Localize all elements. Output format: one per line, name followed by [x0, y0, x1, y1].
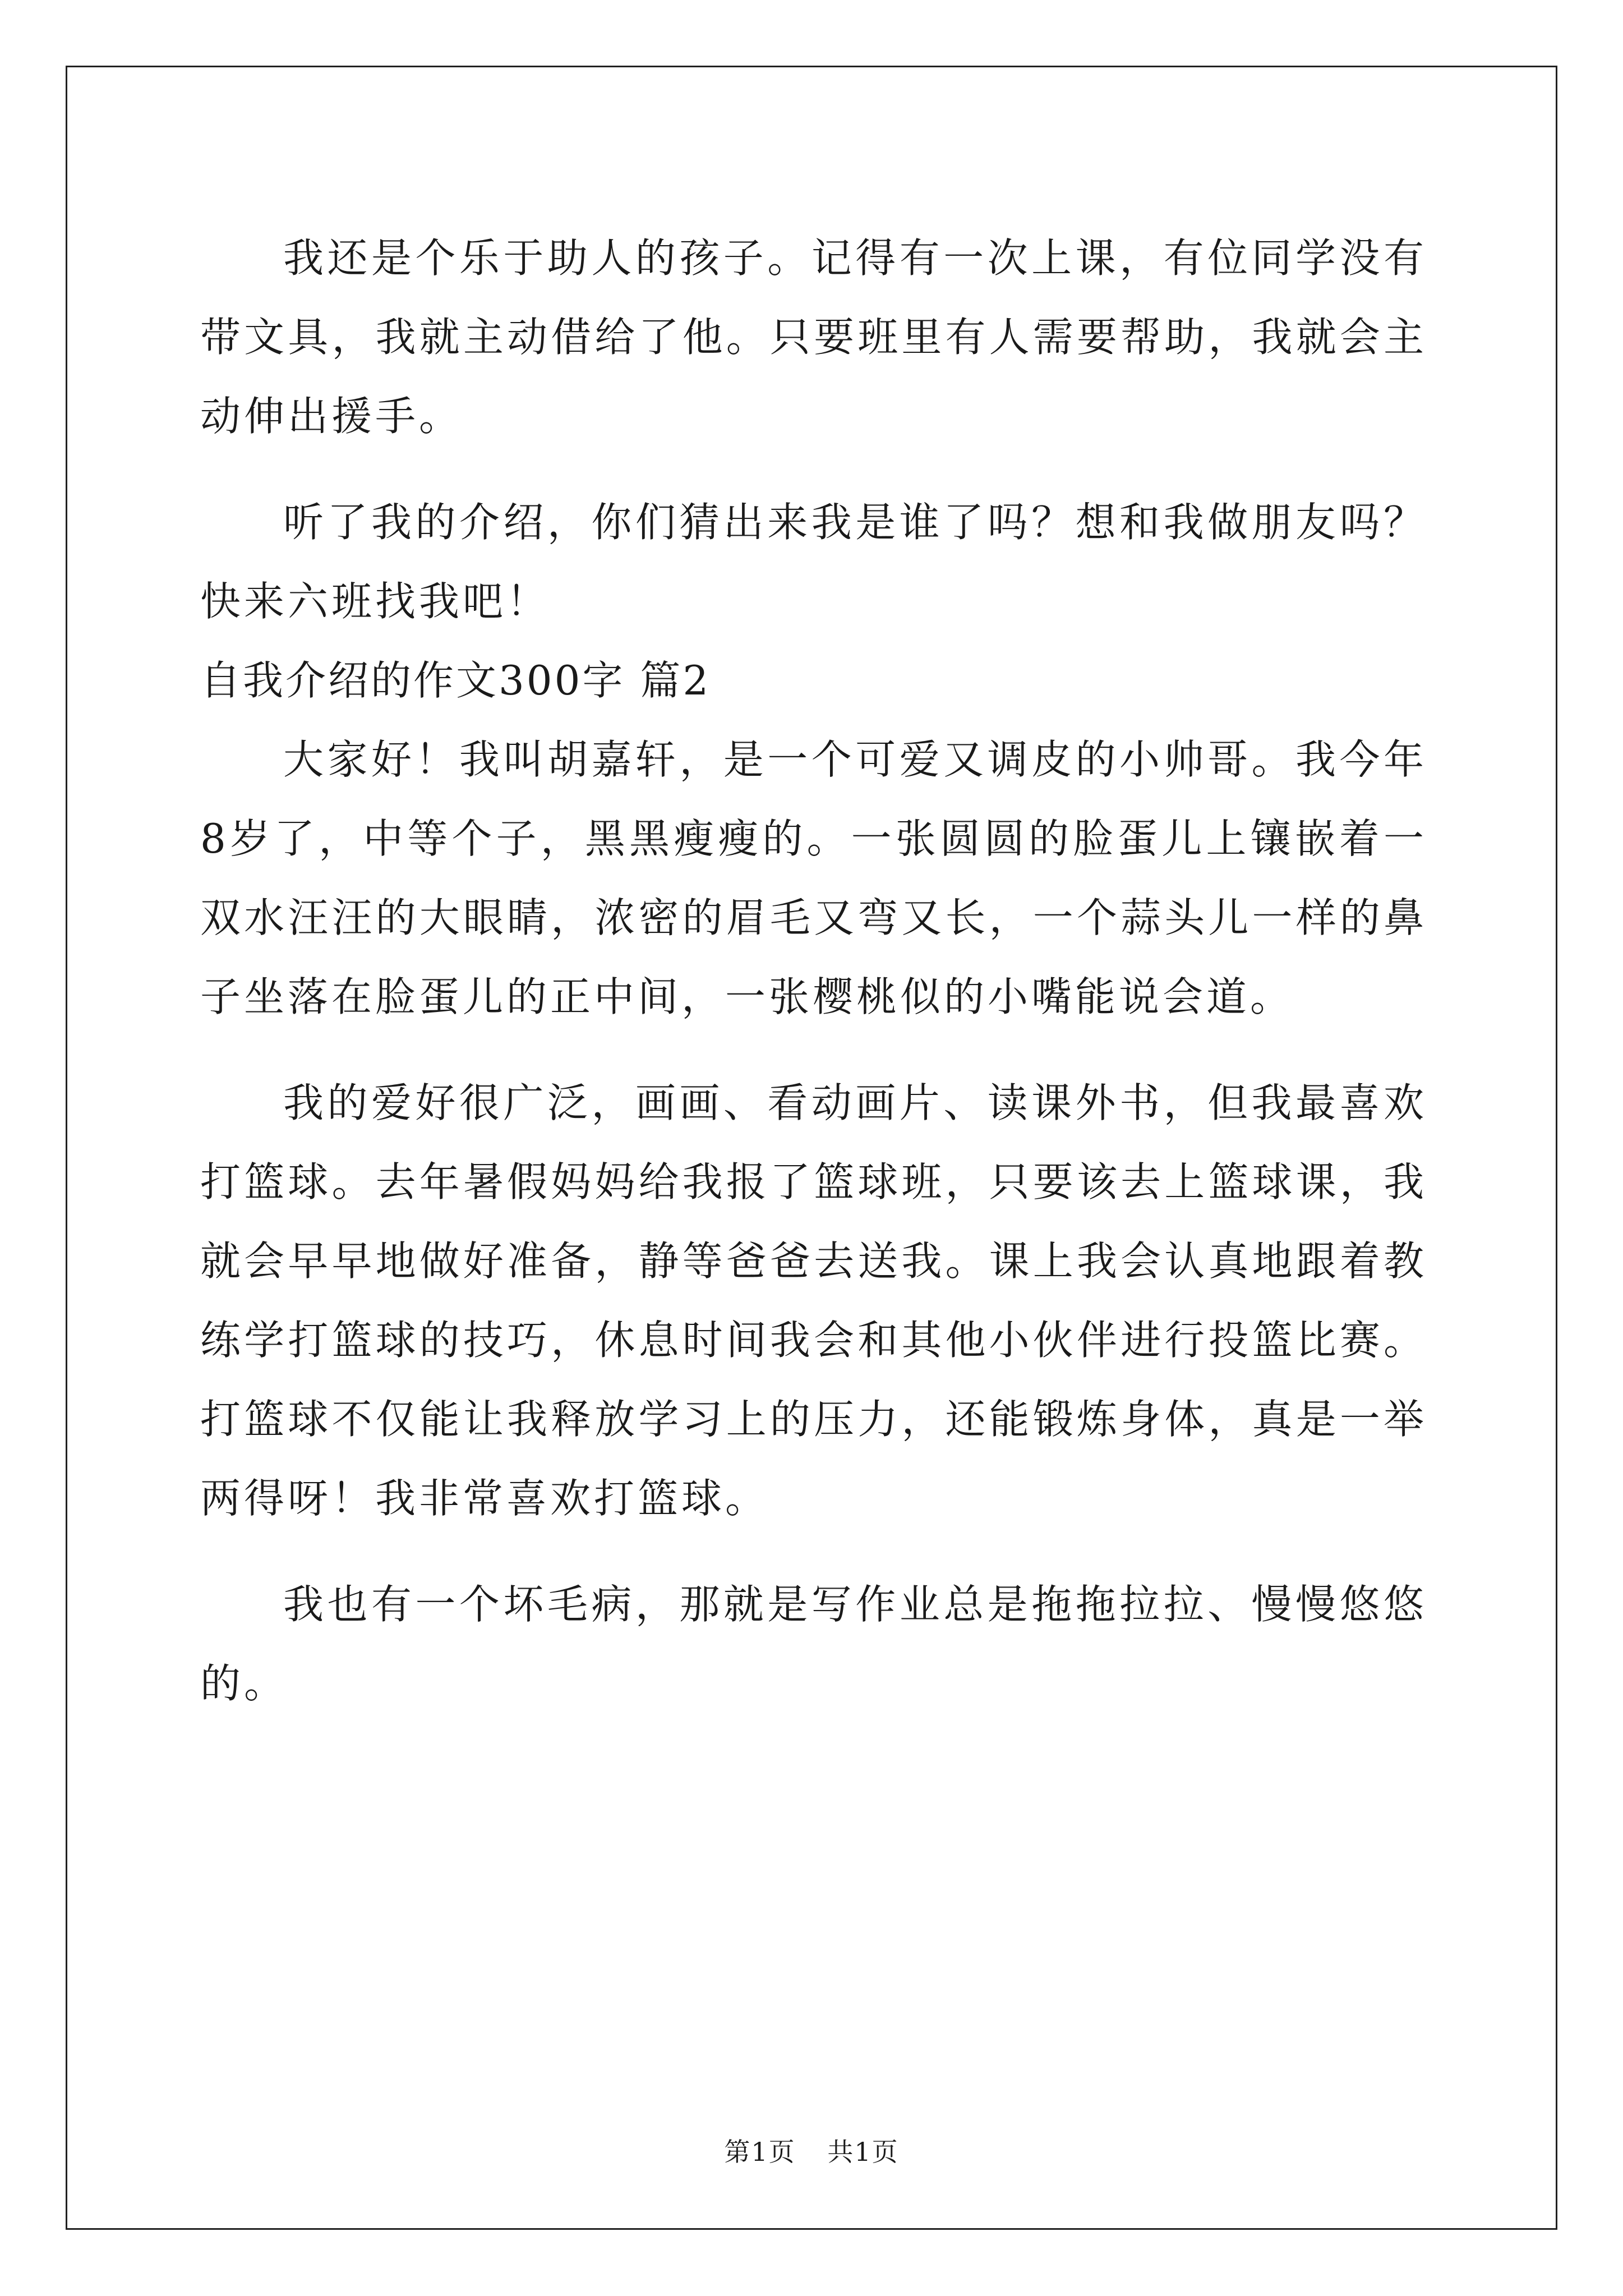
page-number: 第1页: [724, 2137, 796, 2167]
paragraph-guess-who: 听了我的介绍，你们猜出来我是谁了吗？想和我做朋友吗？快来六班找我吧！: [200, 499, 1427, 625]
paragraph-hobbies: 我的爱好很广泛，画画、看动画片、读课外书，但我最喜欢打篮球。去年暑假妈妈给我报了篮球班，只要该去上篮球课，我就会早早地做好准备，静等爸爸去送我。课上我会认真地跟着教练学打篮球的技巧，休息时间我会和其他小伙伴进行投篮比赛。打篮球不仅能让我释放学习上的压力，还能锻炼身体，真是一举两得呀！我非常喜欢打篮球。: [200, 1079, 1427, 1522]
section-heading: 自我介绍的作文300字 篇2: [200, 657, 711, 704]
page-footer: [0, 2132, 1623, 2169]
paragraph-self-description: 大家好！我叫胡嘉轩，是一个可爱又调皮的小帅哥。我今年8岁了，中等个子，黑黑瘦瘦的。一张圆圆的脸蛋儿上镶嵌着一双水汪汪的大眼睛，浓密的眉毛又弯又长，一个蒜头儿一样的鼻子坐落在脸蛋儿的正中间，一张樱桃似的小嘴能说会道。: [200, 736, 1427, 1020]
paragraph-spacer: [200, 1037, 1427, 1064]
paragraph-spacer: [200, 1538, 1427, 1565]
paragraph-helpful: 我还是个乐于助人的孩子。记得有一次上课，有位同学没有带文具，我就主动借给了他。只要班里有人需要帮助，我就会主动伸出援手。: [200, 234, 1427, 440]
page-total: 共1页: [827, 2137, 899, 2167]
paragraph-bad-habit: 我也有一个坏毛病，那就是写作业总是拖拖拉拉、慢慢悠悠的。: [200, 1581, 1427, 1707]
paragraph-spacer: [200, 456, 1427, 483]
document-body: [200, 219, 1427, 1723]
